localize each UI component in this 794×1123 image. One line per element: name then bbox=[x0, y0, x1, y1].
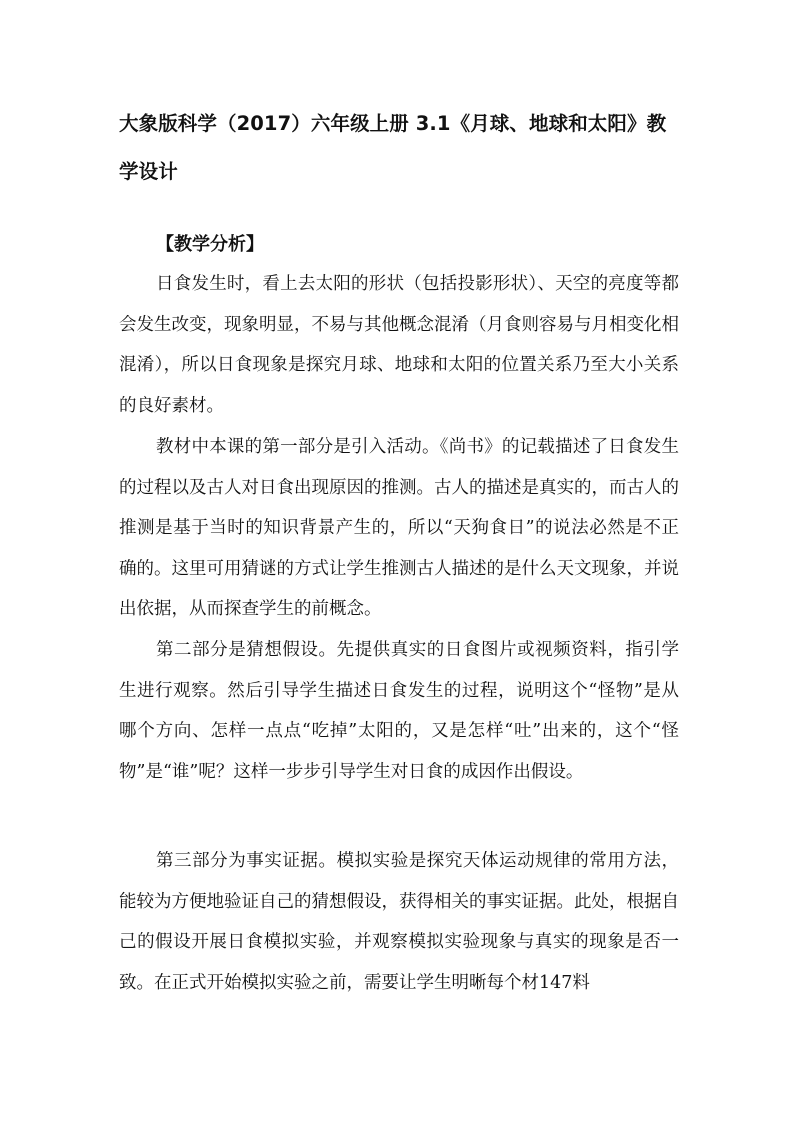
document-title: 大象版科学（2017）六年级上册 3.1《月球、地球和太阳》教学设计 bbox=[119, 112, 667, 183]
paragraph: 第二部分是猜想假设。先提供真实的日食图片或视频资料，指引学生进行观察。然后引导学生描述日食发生的过程，说明这个“怪物”是从哪个方向、怎样一点点“吃掉”太阳的，又是怎样“吐”出来的，这个“怪物”是“谁”呢？这样一步步引导学生对日食的成因作出假设。 bbox=[119, 640, 679, 782]
section-heading-teaching-analysis: 【教学分析】 bbox=[156, 234, 264, 255]
paragraph: 教材中本课的第一部分是引入活动。《尚书》的记载描述了日食发生的过程以及古人对日食出现原因的推测。古人的描述是真实的，而古人的推测是基于当时的知识背景产生的，所以“天狗食日”的说法必然是不正确的。这里可用猜谜的方式让学生推测古人描述的是什么天文现象，并说出依据，从而探查学生的前概念。 bbox=[119, 437, 679, 619]
paragraph: 日食发生时，看上去太阳的形状（包括投影形状）、天空的亮度等都会发生改变，现象明显，不易与其他概念混淆（月食则容易与月相变化相混淆），所以日食现象是探究月球、地球和太阳的位置关系乃至大小关系的良好素材。 bbox=[119, 274, 679, 416]
paragraph: 第三部分为事实证据。模拟实验是探究天体运动规律的常用方法，能较为方便地验证自己的猜想假设，获得相关的事实证据。此处，根据自己的假设开展日食模拟实验，并观察模拟实验现象与真实的现象是否一致。在正式开始模拟实验之前，需要让学生明晰每个材147料 bbox=[119, 851, 679, 993]
